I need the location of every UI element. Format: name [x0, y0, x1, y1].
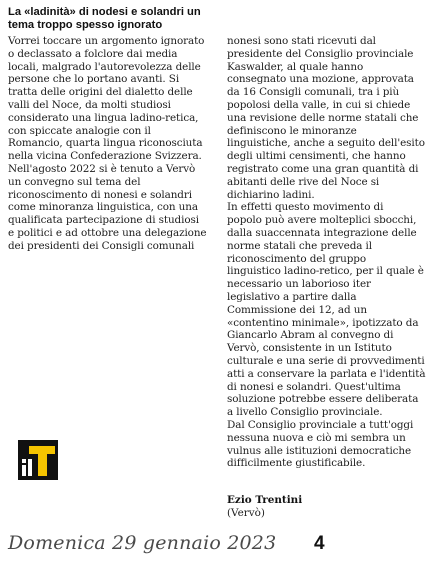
article-title: La «ladinità» di nodesi e solandri un tema troppo spesso ignorato [8, 6, 201, 31]
article-body-left-column: Vorrei toccare un argomento ignorato o declassato a folclore dai media locali, malgrado l'autorevolezza delle persone che lo portano avanti. Si tratta delle origini del dialetto delle valli del Noce, da molti studiosi considerato una lingua ladino-retica, con spiccate analogie con il Romancio, quarta lingua riconosciuta nella vicina Confederazione Svizzera. Nell'agosto 2022 si è tenuto a Vervò un convegno sul tema del riconoscimento di nonesi e solandri come minoranza linguistica, con una qualificata partecipazione di studiosi e politici e ad ottobre una delegazione dei presidenti dei Consigli comunali [8, 35, 207, 252]
page-number: 4 [314, 533, 325, 554]
il-t-logo-icon [18, 440, 58, 480]
author-name: Ezio Trentini [227, 494, 303, 506]
article-body-right-column: nonesi sono stati ricevuti dal presidente del Consiglio provinciale Kaswalder, al quale hanno consegnato una mozione, approvata da 16 Consigli comunali, tra i più popolosi della valle, in cui si chiede una revisione delle norme statali che definiscono le minoranze linguistiche, anche a seguito dell'esito degli ultimi censimenti, che hanno registrato come una gran quantità di abitanti delle rive del Noce si dichiarino ladini. In effetti questo movimento di popolo può avere molteplici sbocchi, dalla suaccennata integrazione delle norme statali che preveda il riconoscimento del gruppo linguistico ladino-retico, per il quale è necessario un laborioso iter legislativo a partire dalla Commissione dei 12, ad un «contentino minimale», ipotizzato da Giancarlo Abram al convegno di Vervò, consistente in un Istituto culturale e una serie di provvedimenti atti a conservare la parlata e l'identità di nonesi e solandri. Quest'ultima soluzione potrebbe essere deliberata a livello Consiglio provinciale. Dal Consiglio provinciale a tutt'oggi nessuna nuova e ciò mi sembra un vulnus alle istituzioni democratiche difficilmente giustificabile. [227, 35, 426, 470]
issue-date: Domenica 29 gennaio 2023 [8, 532, 277, 554]
signature [227, 494, 427, 519]
author-place: (Vervò) [227, 506, 265, 519]
